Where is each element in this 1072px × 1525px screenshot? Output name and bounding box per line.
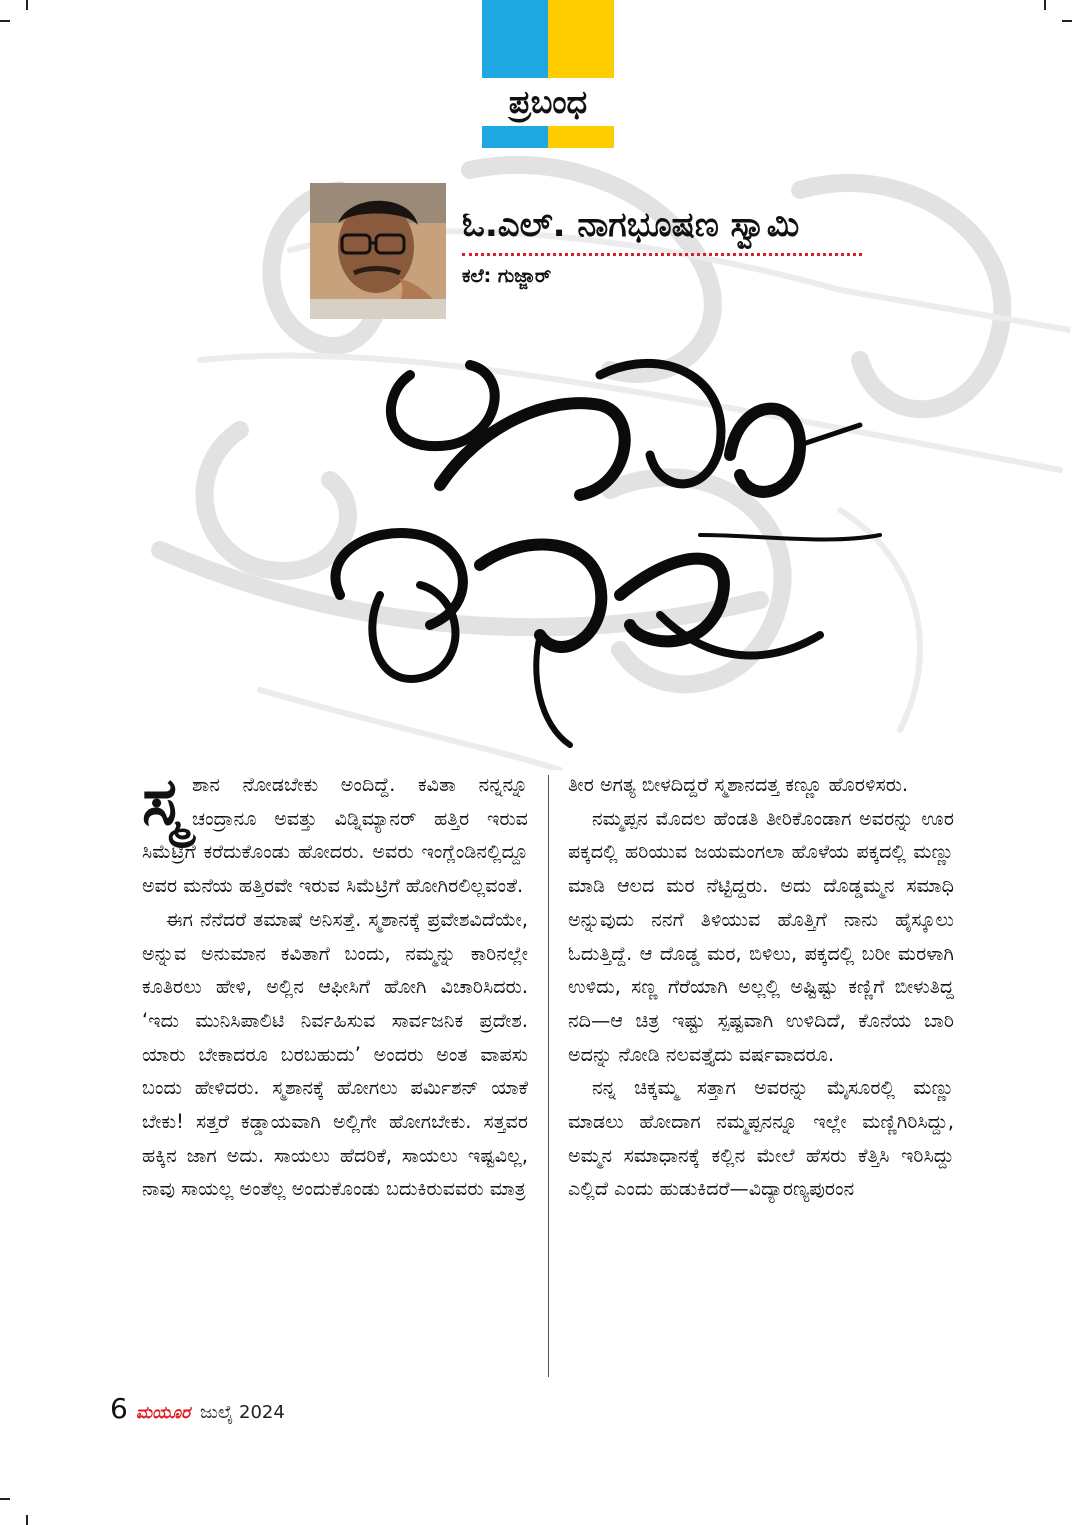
tag-block-blue [482, 0, 548, 78]
author-divider [462, 253, 862, 256]
crop-mark [0, 20, 10, 22]
magazine-logo: ಮಯೂರ [135, 1403, 191, 1423]
article-paragraph: ನನ್ನ ಚಿಕ್ಕಮ್ಮ ಸತ್ತಾಗ ಅವರನ್ನು ಮೈಸೂರಲ್ಲಿ ಮಣ್ಣು ಮಾಡಲು ಹೋದಾಗ ನಮ್ಮಪ್ಪನನ್ನೂ ಇಲ್ಲೇ ಮಣ್ಣಿಗಿರಿಸಿದ್ದು, ಅಮ್ಮನ ಸಮಾಧಾನಕ್ಕೆ ಕಲ್ಲಿನ ಮೇಲೆ ಹೆಸರು ಕೆತ್ತಿಸಿ ಇರಿಸಿದ್ದು ಎಲ್ಲಿದೆ ಎಂದು ಹುಡುಕಿದರೆ—ವಿದ್ಯಾರಣ್ಯಪುರಂನ [568, 1076, 954, 1201]
section-tag [482, 0, 614, 150]
crop-mark [26, 1515, 28, 1525]
paragraph-text: ಶಾನ ನೋಡಬೇಕು ಅಂದಿದ್ದೆ. ಕವಿತಾ ನನ್ನನ್ನೂ ಚಂದ್ರಾನೂ ಅವತ್ತು ವಿಡ್ನಿಮ್ಯಾನರ್ ಹತ್ತಿರ ಇರುವ ಸಿಮೆಟ್ರಿಗೆ ಕರೆದುಕೊಂಡು ಹೋದರು. ಅವರು ಇಂಗ್ಲೆಂಡಿನಲ್ಲಿದ್ದೂ ಅವರ ಮನೆಯ ಹತ್ತಿರವೇ ಇರುವ ಸಿಮೆಟ್ರಿಗೆ ಹೋಗಿರಲಿಲ್ಲವಂತೆ. [142, 773, 528, 898]
page-footer [110, 1392, 285, 1426]
drop-cap: ಸ್ಮ [142, 763, 187, 840]
article-column-right [568, 768, 954, 1206]
crop-mark [1044, 0, 1046, 10]
article-paragraph [142, 763, 528, 903]
title-calligraphy [300, 335, 900, 765]
author-photo [310, 183, 446, 319]
section-label: ಪ್ರಬಂಧ [508, 83, 588, 121]
artist-credit: ಕಲೆ: ಗುಜ್ಜಾರ್ [462, 265, 552, 287]
page-number: 6 [110, 1392, 128, 1425]
column-divider [548, 775, 549, 1377]
crop-mark [0, 1498, 10, 1500]
article-column-left [142, 763, 528, 1206]
crop-mark [1062, 20, 1072, 22]
issue-date: ಜುಲೈ 2024 [200, 1402, 285, 1423]
article-paragraph: ಈಗ ನೆನೆದರೆ ತಮಾಷೆ ಅನಿಸತ್ತೆ. ಸ್ಮಶಾನಕ್ಕೆ ಪ್ರವೇಶವಿದೆಯೇ, ಅನ್ನುವ ಅನುಮಾನ ಕವಿತಾಗೆ ಬಂದು, ನಮ್ಮನ್ನು ಕಾರಿನಲ್ಲೇ ಕೂತಿರಲು ಹೇಳಿ, ಅಲ್ಲಿನ ಆಫೀಸಿಗೆ ಹೋಗಿ ವಿಚಾರಿಸಿದರು. ‘ಇದು ಮುನಿಸಿಪಾಲಿಟಿ ನಿರ್ವಹಿಸುವ ಸಾರ್ವಜನಿಕ ಪ್ರದೇಶ. ಯಾರು ಬೇಕಾದರೂ ಬರಬಹುದು’ ಅಂದರು ಅಂತ ವಾಪಸು ಬಂದು ಹೇಳಿದರು. ಸ್ಮಶಾನಕ್ಕೆ ಹೋಗಲು ಪರ್ಮಿಶನ್ ಯಾಕೆ ಬೇಕು! ಸತ್ತರೆ ಕಡ್ಡಾಯವಾಗಿ ಅಲ್ಲಿಗೇ ಹೋಗಬೇಕು. ಸತ್ತವರ ಹಕ್ಕಿನ ಜಾಗ ಅದು. ಸಾಯಲು ಹೆದರಿಕೆ, ಸಾಯಲು ಇಷ್ಟವಿಲ್ಲ, ನಾವು ಸಾಯಲ್ಲ ಅಂತೆಲ್ಲ ಅಂದುಕೊಂಡು ಬದುಕಿರುವವರು ಮಾತ್ರ [142, 907, 528, 1201]
author-portrait-image [310, 183, 446, 319]
crop-mark [26, 0, 28, 10]
article-paragraph: ತೀರ ಅಗತ್ಯ ಬೀಳದಿದ್ದರೆ ಸ್ಮಶಾನದತ್ತ ಕಣ್ಣೂ ಹೊರಳಿಸರು. [568, 773, 909, 796]
article-paragraph: ನಮ್ಮಪ್ಪನ ಮೊದಲ ಹೆಂಡತಿ ತೀರಿಕೊಂಡಾಗ ಅವರನ್ನು ಊರ ಪಕ್ಕದಲ್ಲಿ ಹರಿಯುವ ಜಯಮಂಗಲಾ ಹೊಳೆಯ ಪಕ್ಕದಲ್ಲಿ ಮಣ್ಣು ಮಾಡಿ ಆಲದ ಮರ ನೆಟ್ಟಿದ್ದರು. ಅದು ದೊಡ್ಡಮ್ಮನ ಸಮಾಧಿ ಅನ್ನುವುದು ನನಗೆ ತಿಳಿಯುವ ಹೊತ್ತಿಗೆ ನಾನು ಹೈಸ್ಕೂಲು ಓದುತ್ತಿದ್ದೆ. ಆ ದೊಡ್ಡ ಮರ, ಬಿಳಿಲು, ಪಕ್ಕದಲ್ಲಿ ಬರೀ ಮರಳಾಗಿ ಉಳಿದು, ಸಣ್ಣ ಗೆರೆಯಾಗಿ ಅಲ್ಲಲ್ಲಿ ಅಷ್ಟಿಷ್ಟು ಕಣ್ಣಿಗೆ ಬೀಳುತಿದ್ದ ನದಿ—ಆ ಚಿತ್ರ ಇಷ್ಟು ಸ್ಪಷ್ಟವಾಗಿ ಉಳಿದಿದೆ, ಕೊನೆಯ ಬಾರಿ ಅದನ್ನು ನೋಡಿ ನಲವತ್ತೈದು ವರ್ಷವಾದರೂ. [568, 806, 954, 1066]
author-name: ಓ.ಎಲ್. ನಾಗಭೂಷಣ ಸ್ವಾಮಿ [462, 205, 800, 245]
tag-block-yellow [548, 0, 614, 78]
